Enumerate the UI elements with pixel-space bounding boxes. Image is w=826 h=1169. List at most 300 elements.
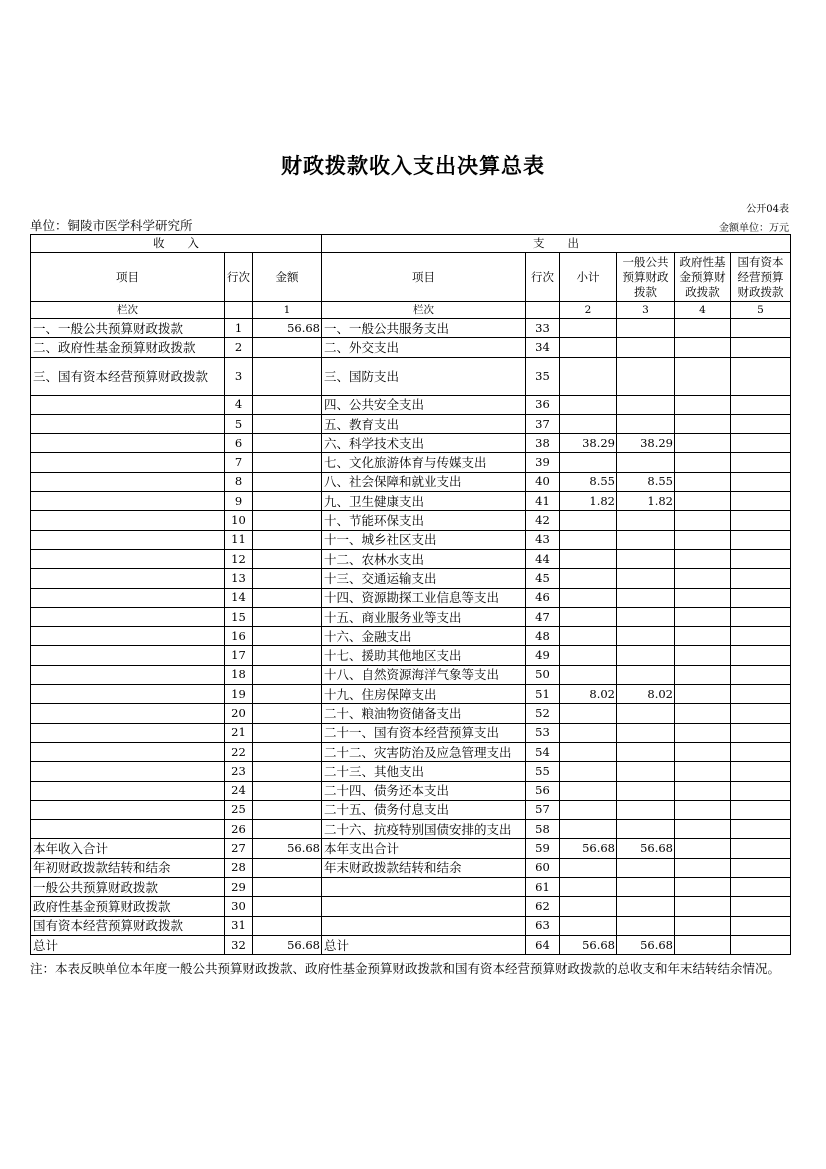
expense-line-no: 44	[526, 549, 560, 568]
subtotal-amount	[560, 414, 617, 433]
subtotal-amount	[560, 453, 617, 472]
income-line-no: 26	[225, 820, 253, 839]
subtotal-amount	[560, 665, 617, 684]
income-line-no: 21	[225, 723, 253, 742]
expense-header: 支 出	[322, 235, 791, 253]
expense-item: 十六、金融支出	[322, 627, 526, 646]
general-budget-amount	[617, 742, 675, 761]
income-item	[31, 395, 225, 414]
income-line-no: 31	[225, 916, 253, 935]
expense-item: 十二、农林水支出	[322, 549, 526, 568]
subtotal-amount	[560, 319, 617, 338]
state-capital-amount	[731, 916, 791, 935]
income-line-no: 19	[225, 685, 253, 704]
subtotal-amount: 38.29	[560, 434, 617, 453]
income-item	[31, 549, 225, 568]
subtotal-amount	[560, 723, 617, 742]
income-item-header: 项目	[31, 253, 225, 302]
income-line-no: 13	[225, 569, 253, 588]
column-number-1: 1	[253, 302, 322, 319]
income-item: 一、一般公共预算财政拨款	[31, 319, 225, 338]
income-line-no-header: 行次	[225, 253, 253, 302]
fund-budget-amount	[675, 434, 731, 453]
state-capital-amount	[731, 646, 791, 665]
expense-line-no: 53	[526, 723, 560, 742]
fund-budget-amount	[675, 646, 731, 665]
income-item: 本年收入合计	[31, 839, 225, 858]
income-amount	[253, 472, 322, 491]
income-amount	[253, 878, 322, 897]
expense-item: 四、公共安全支出	[322, 395, 526, 414]
column-number-2: 2	[560, 302, 617, 319]
fund-budget-amount	[675, 820, 731, 839]
state-capital-amount	[731, 588, 791, 607]
general-budget-amount	[617, 858, 675, 877]
expense-item: 二十一、国有资本经营预算支出	[322, 723, 526, 742]
expense-item: 本年支出合计	[322, 839, 526, 858]
state-capital-amount	[731, 839, 791, 858]
general-budget-amount	[617, 395, 675, 414]
table-row	[31, 395, 791, 414]
column-number-5: 5	[731, 302, 791, 319]
fund-budget-amount	[675, 762, 731, 781]
expense-item: 二十四、债务还本支出	[322, 781, 526, 800]
state-capital-amount	[731, 530, 791, 549]
subtotal-amount	[560, 916, 617, 935]
expense-line-no: 38	[526, 434, 560, 453]
subtotal-amount	[560, 395, 617, 414]
income-item: 国有资本经营预算财政拨款	[31, 916, 225, 935]
income-amount	[253, 530, 322, 549]
income-line-no: 7	[225, 453, 253, 472]
fund-budget-amount	[675, 588, 731, 607]
fund-budget-amount	[675, 781, 731, 800]
state-capital-amount	[731, 338, 791, 357]
state-capital-header: 国有资本经营预算财政拨款	[731, 253, 791, 302]
income-line-no: 24	[225, 781, 253, 800]
expense-line-no: 37	[526, 414, 560, 433]
expense-line-no: 62	[526, 897, 560, 916]
expense-item: 十八、自然资源海洋气象等支出	[322, 665, 526, 684]
fund-budget-amount	[675, 858, 731, 877]
state-capital-amount	[731, 878, 791, 897]
income-header: 收 入	[31, 235, 322, 253]
general-budget-header: 一般公共预算财政拨款	[617, 253, 675, 302]
column-label-expense: 栏次	[322, 302, 526, 319]
expense-item: 八、社会保障和就业支出	[322, 472, 526, 491]
income-line-no: 28	[225, 858, 253, 877]
income-line-no: 15	[225, 607, 253, 626]
general-budget-amount: 8.02	[617, 685, 675, 704]
state-capital-amount	[731, 395, 791, 414]
general-budget-amount: 56.68	[617, 935, 675, 954]
income-item	[31, 685, 225, 704]
expense-line-no: 57	[526, 800, 560, 819]
general-budget-amount	[617, 569, 675, 588]
fund-budget-amount	[675, 319, 731, 338]
income-amount	[253, 665, 322, 684]
subtotal-amount	[560, 569, 617, 588]
fund-budget-amount	[675, 395, 731, 414]
income-amount	[253, 916, 322, 935]
subtotal-amount	[560, 357, 617, 395]
expense-item: 十四、资源勘探工业信息等支出	[322, 588, 526, 607]
state-capital-amount	[731, 858, 791, 877]
expense-item: 九、卫生健康支出	[322, 492, 526, 511]
income-item	[31, 665, 225, 684]
expense-item: 二十、粮油物资储备支出	[322, 704, 526, 723]
fund-budget-amount	[675, 338, 731, 357]
column-label-income: 栏次	[31, 302, 225, 319]
state-capital-amount	[731, 627, 791, 646]
income-amount	[253, 800, 322, 819]
subtotal-header: 小计	[560, 253, 617, 302]
fund-budget-amount	[675, 800, 731, 819]
expense-line-no: 40	[526, 472, 560, 491]
table-row	[31, 319, 791, 338]
expense-item: 十九、住房保障支出	[322, 685, 526, 704]
subtotal-amount	[560, 897, 617, 916]
income-line-no: 2	[225, 338, 253, 357]
money-unit-label: 金额单位：万元	[719, 223, 789, 234]
income-amount: 56.68	[253, 839, 322, 858]
income-line-no: 4	[225, 395, 253, 414]
income-amount	[253, 685, 322, 704]
expense-item: 五、教育支出	[322, 414, 526, 433]
fund-budget-amount	[675, 742, 731, 761]
income-amount	[253, 588, 322, 607]
table-row	[31, 800, 791, 819]
state-capital-amount	[731, 511, 791, 530]
subtotal-amount: 56.68	[560, 839, 617, 858]
general-budget-amount	[617, 665, 675, 684]
expense-item: 三、国防支出	[322, 357, 526, 395]
table-row	[31, 434, 791, 453]
column-number-3: 3	[617, 302, 675, 319]
fund-budget-amount	[675, 569, 731, 588]
table-row	[31, 414, 791, 433]
expense-item: 十七、援助其他地区支出	[322, 646, 526, 665]
table-row	[31, 530, 791, 549]
subtotal-amount	[560, 820, 617, 839]
table-row	[31, 472, 791, 491]
fund-budget-amount	[675, 665, 731, 684]
expense-item	[322, 878, 526, 897]
subtotal-amount: 8.02	[560, 685, 617, 704]
table-row	[31, 762, 791, 781]
fund-budget-amount	[675, 916, 731, 935]
expense-line-no: 36	[526, 395, 560, 414]
state-capital-amount	[731, 569, 791, 588]
expense-line-no: 41	[526, 492, 560, 511]
income-line-no: 11	[225, 530, 253, 549]
income-item	[31, 607, 225, 626]
general-budget-amount	[617, 878, 675, 897]
expense-line-no: 49	[526, 646, 560, 665]
expense-line-no: 59	[526, 839, 560, 858]
state-capital-amount	[731, 820, 791, 839]
state-capital-amount	[731, 453, 791, 472]
state-capital-amount	[731, 434, 791, 453]
expense-item	[322, 897, 526, 916]
general-budget-amount	[617, 723, 675, 742]
general-budget-amount	[617, 588, 675, 607]
general-budget-amount	[617, 762, 675, 781]
income-line-no: 16	[225, 627, 253, 646]
unit-label: 单位：铜陵市医学科学研究所	[30, 218, 193, 233]
income-amount	[253, 511, 322, 530]
table-row	[31, 723, 791, 742]
income-amount	[253, 414, 322, 433]
subtotal-amount	[560, 800, 617, 819]
state-capital-amount	[731, 665, 791, 684]
expense-line-no: 43	[526, 530, 560, 549]
table-row	[31, 607, 791, 626]
income-amount	[253, 897, 322, 916]
income-item	[31, 492, 225, 511]
table-row	[31, 858, 791, 877]
table-row	[31, 588, 791, 607]
income-amount	[253, 781, 322, 800]
income-item: 二、政府性基金预算财政拨款	[31, 338, 225, 357]
income-amount	[253, 704, 322, 723]
expense-line-no-header: 行次	[526, 253, 560, 302]
income-item	[31, 588, 225, 607]
fund-budget-amount	[675, 511, 731, 530]
expense-line-no: 42	[526, 511, 560, 530]
expense-item: 一、一般公共服务支出	[322, 319, 526, 338]
income-item	[31, 820, 225, 839]
expense-line-no: 64	[526, 935, 560, 954]
general-budget-amount	[617, 646, 675, 665]
expense-item: 二十五、债务付息支出	[322, 800, 526, 819]
page-title: 财政拨款收入支出决算总表	[281, 154, 545, 178]
income-amount	[253, 742, 322, 761]
expense-line-no: 46	[526, 588, 560, 607]
table-row	[31, 781, 791, 800]
general-budget-amount	[617, 319, 675, 338]
income-item	[31, 414, 225, 433]
income-amount	[253, 492, 322, 511]
expense-line-no: 60	[526, 858, 560, 877]
income-line-no: 1	[225, 319, 253, 338]
income-item	[31, 511, 225, 530]
subtotal-amount: 8.55	[560, 472, 617, 491]
income-item	[31, 800, 225, 819]
fund-budget-amount	[675, 357, 731, 395]
income-item	[31, 646, 225, 665]
income-item	[31, 472, 225, 491]
expense-item	[322, 916, 526, 935]
income-amount	[253, 453, 322, 472]
income-amount	[253, 627, 322, 646]
income-amount-header: 金额	[253, 253, 322, 302]
fund-budget-amount	[675, 704, 731, 723]
fund-budget-amount	[675, 897, 731, 916]
income-amount	[253, 395, 322, 414]
fund-budget-amount	[675, 549, 731, 568]
income-item	[31, 530, 225, 549]
table-row	[31, 511, 791, 530]
expense-line-no: 52	[526, 704, 560, 723]
general-budget-amount	[617, 820, 675, 839]
general-budget-amount	[617, 511, 675, 530]
expense-line-no: 47	[526, 607, 560, 626]
general-budget-amount	[617, 897, 675, 916]
fund-budget-amount	[675, 607, 731, 626]
expense-line-no: 58	[526, 820, 560, 839]
state-capital-amount	[731, 319, 791, 338]
fund-budget-amount	[675, 627, 731, 646]
general-budget-amount: 38.29	[617, 434, 675, 453]
general-budget-amount	[617, 800, 675, 819]
state-capital-amount	[731, 472, 791, 491]
fund-budget-amount	[675, 685, 731, 704]
expense-line-no: 55	[526, 762, 560, 781]
expense-item: 二、外交支出	[322, 338, 526, 357]
fund-budget-amount	[675, 414, 731, 433]
subtotal-amount: 1.82	[560, 492, 617, 511]
table-row	[31, 897, 791, 916]
income-item	[31, 704, 225, 723]
income-line-no: 25	[225, 800, 253, 819]
subtotal-amount	[560, 549, 617, 568]
fund-budget-header: 政府性基金预算财政拨款	[675, 253, 731, 302]
income-line-no: 3	[225, 357, 253, 395]
expense-item: 六、科学技术支出	[322, 434, 526, 453]
general-budget-amount	[617, 338, 675, 357]
fund-budget-amount	[675, 530, 731, 549]
expense-item: 十、节能环保支出	[322, 511, 526, 530]
state-capital-amount	[731, 897, 791, 916]
fund-budget-amount	[675, 935, 731, 954]
table-row	[31, 820, 791, 839]
subtotal-amount	[560, 530, 617, 549]
expense-item: 年末财政拨款结转和结余	[322, 858, 526, 877]
footnote: 注：本表反映单位本年度一般公共预算财政拨款、政府性基金预算财政拨款和国有资本经营预算财政拨款的总收支和年末结转结余情况。	[30, 961, 781, 976]
fund-budget-amount	[675, 472, 731, 491]
expense-line-no: 48	[526, 627, 560, 646]
general-budget-amount	[617, 414, 675, 433]
income-item	[31, 627, 225, 646]
state-capital-amount	[731, 935, 791, 954]
income-item	[31, 762, 225, 781]
income-amount	[253, 607, 322, 626]
income-item: 三、国有资本经营预算财政拨款	[31, 357, 225, 395]
expense-line-no: 35	[526, 357, 560, 395]
subtotal-amount	[560, 607, 617, 626]
subtotal-amount	[560, 781, 617, 800]
table-row	[31, 357, 791, 395]
expense-item: 二十二、灾害防治及应急管理支出	[322, 742, 526, 761]
income-line-no: 9	[225, 492, 253, 511]
subtotal-amount	[560, 858, 617, 877]
table-row	[31, 492, 791, 511]
expense-item: 总计	[322, 935, 526, 954]
income-line-no: 22	[225, 742, 253, 761]
fund-budget-amount	[675, 492, 731, 511]
income-line-no: 8	[225, 472, 253, 491]
subtotal-amount	[560, 338, 617, 357]
general-budget-amount	[617, 627, 675, 646]
income-line-no: 12	[225, 549, 253, 568]
general-budget-amount	[617, 530, 675, 549]
subtotal-amount	[560, 588, 617, 607]
fund-budget-amount	[675, 839, 731, 858]
income-line-no: 29	[225, 878, 253, 897]
income-amount	[253, 549, 322, 568]
subtotal-amount	[560, 511, 617, 530]
table-row	[31, 685, 791, 704]
fund-budget-amount	[675, 723, 731, 742]
general-budget-amount	[617, 781, 675, 800]
income-line-no: 23	[225, 762, 253, 781]
income-line-no: 10	[225, 511, 253, 530]
income-line-no: 30	[225, 897, 253, 916]
expense-item: 二十三、其他支出	[322, 762, 526, 781]
income-item	[31, 723, 225, 742]
state-capital-amount	[731, 742, 791, 761]
expense-line-no: 51	[526, 685, 560, 704]
income-amount	[253, 723, 322, 742]
expense-item: 二十六、抗疫特别国债安排的支出	[322, 820, 526, 839]
income-line-no: 17	[225, 646, 253, 665]
fund-budget-amount	[675, 878, 731, 897]
subtotal-amount	[560, 627, 617, 646]
expense-line-no: 45	[526, 569, 560, 588]
table-row	[31, 627, 791, 646]
expense-line-no: 54	[526, 742, 560, 761]
income-amount: 56.68	[253, 935, 322, 954]
state-capital-amount	[731, 549, 791, 568]
subtotal-amount	[560, 704, 617, 723]
state-capital-amount	[731, 414, 791, 433]
income-amount: 56.68	[253, 319, 322, 338]
general-budget-amount	[617, 453, 675, 472]
table-row	[31, 338, 791, 357]
form-number: 公开04表	[746, 204, 789, 215]
income-item: 总计	[31, 935, 225, 954]
expense-item: 十五、商业服务业等支出	[322, 607, 526, 626]
table-row	[31, 935, 791, 954]
income-line-no: 14	[225, 588, 253, 607]
income-item: 一般公共预算财政拨款	[31, 878, 225, 897]
expense-line-no: 61	[526, 878, 560, 897]
general-budget-amount: 56.68	[617, 839, 675, 858]
general-budget-amount	[617, 549, 675, 568]
general-budget-amount: 8.55	[617, 472, 675, 491]
general-budget-amount: 1.82	[617, 492, 675, 511]
state-capital-amount	[731, 357, 791, 395]
income-amount	[253, 357, 322, 395]
general-budget-amount	[617, 704, 675, 723]
state-capital-amount	[731, 723, 791, 742]
table-row	[31, 569, 791, 588]
income-line-no: 6	[225, 434, 253, 453]
income-line-no: 18	[225, 665, 253, 684]
income-amount	[253, 820, 322, 839]
income-amount	[253, 858, 322, 877]
subtotal-amount	[560, 742, 617, 761]
state-capital-amount	[731, 607, 791, 626]
expense-item: 十一、城乡社区支出	[322, 530, 526, 549]
fund-budget-amount	[675, 453, 731, 472]
income-item	[31, 453, 225, 472]
income-line-no: 20	[225, 704, 253, 723]
income-amount	[253, 338, 322, 357]
state-capital-amount	[731, 781, 791, 800]
table-row	[31, 646, 791, 665]
